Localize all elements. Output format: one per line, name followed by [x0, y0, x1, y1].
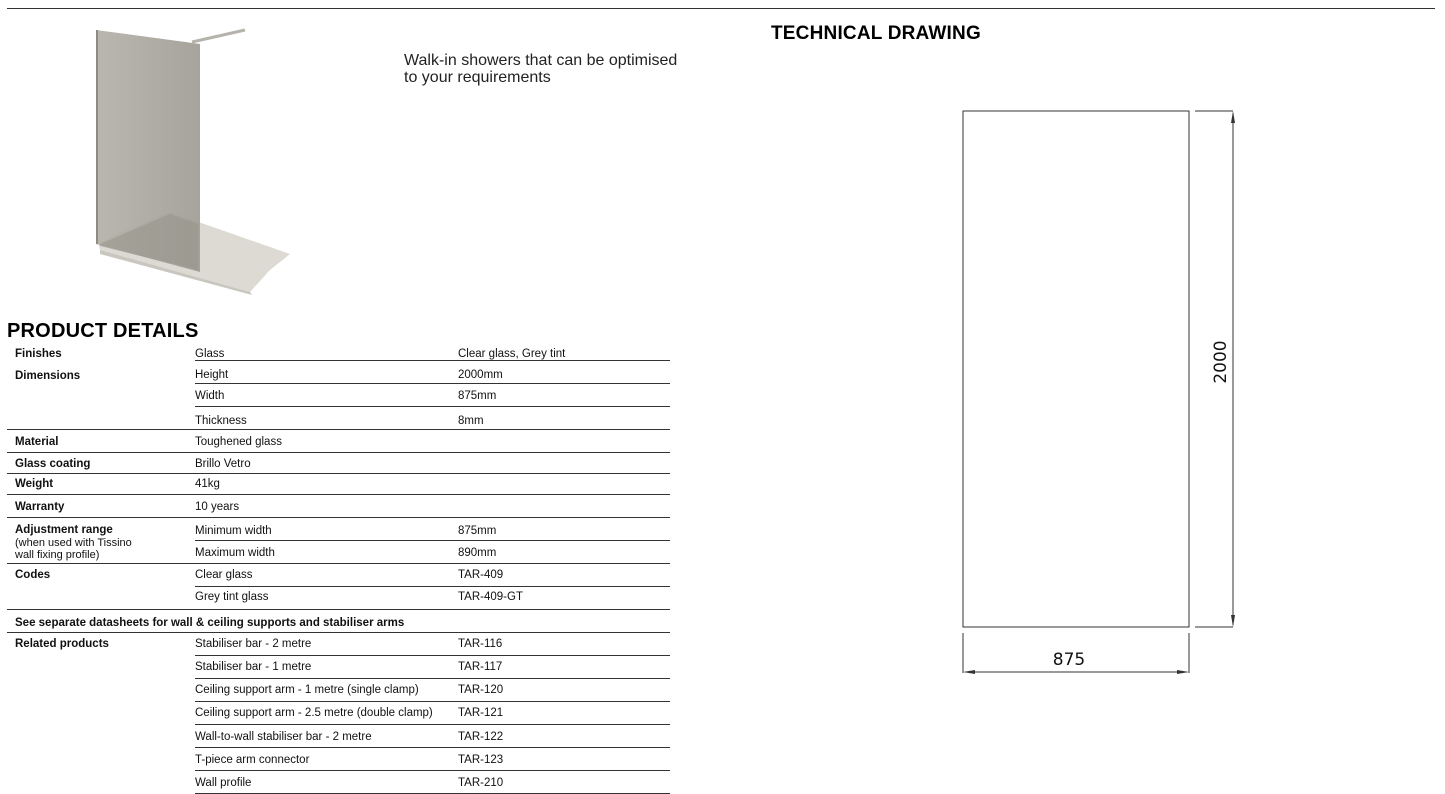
- table-row: [195, 771, 670, 794]
- glass-coating-row: [7, 453, 670, 474]
- table-row: [195, 656, 670, 679]
- table-row: [195, 679, 670, 702]
- material-value: Toughened glass: [195, 436, 282, 448]
- panel-outline: [963, 111, 1189, 627]
- top-rule: [7, 8, 1435, 9]
- table-row: [195, 564, 670, 587]
- material-row: [7, 430, 670, 453]
- row-name: Stabiliser bar - 1 metre: [195, 661, 312, 673]
- warranty-row: [7, 495, 670, 518]
- note-text: See separate datasheets for wall & ceiling supports and stabiliser arms: [15, 617, 405, 629]
- product-details-title: PRODUCT DETAILS: [7, 320, 199, 342]
- table-row: [195, 343, 670, 361]
- table-row: [195, 748, 670, 771]
- technical-drawing-title: TECHNICAL DRAWING: [771, 23, 981, 44]
- row-name: Thickness: [195, 415, 247, 427]
- separate-datasheets-note: [7, 610, 670, 633]
- width-label: 875: [1052, 650, 1086, 670]
- shower-screen-image: [80, 22, 300, 302]
- table-row: [195, 702, 670, 725]
- row-value: 875mm: [458, 525, 497, 537]
- row-value: 8mm: [458, 415, 484, 427]
- adjustment-range-label: [15, 524, 195, 562]
- table-row: [195, 633, 670, 656]
- weight-label: Weight: [15, 478, 54, 490]
- row-value: TAR-122: [458, 731, 504, 743]
- tagline: Walk-in showers that can be optimised to your requirements: [404, 52, 678, 86]
- dimensions-group: [7, 361, 670, 429]
- height-arrow-bottom: [1231, 615, 1235, 627]
- table-row: [195, 361, 670, 384]
- row-value: TAR-120: [458, 684, 504, 696]
- row-value: TAR-116: [458, 638, 503, 650]
- row-name: Height: [195, 369, 229, 381]
- row-value: 875mm: [458, 390, 497, 402]
- weight-row: [7, 474, 670, 495]
- row-name: Width: [195, 390, 225, 402]
- warranty-value: 10 years: [195, 501, 240, 513]
- row-value: TAR-123: [458, 754, 504, 766]
- row-value: 890mm: [458, 547, 497, 559]
- glass-coating-label: Glass coating: [15, 458, 91, 470]
- row-value: Clear glass, Grey tint: [458, 348, 566, 360]
- table-row: [195, 725, 670, 748]
- row-name: Ceiling support arm - 1 metre (single clamp): [195, 684, 419, 696]
- adjustment-range-note: wall fixing profile): [15, 549, 100, 561]
- row-value: TAR-409: [458, 569, 504, 581]
- material-label: Material: [15, 436, 59, 448]
- row-name: Grey tint glass: [195, 591, 269, 603]
- related-products-group: [7, 633, 670, 794]
- glass-coating-value: Brillo Vetro: [195, 458, 251, 470]
- width-arrow-left: [963, 670, 975, 674]
- row-name: Clear glass: [195, 569, 253, 581]
- product-details-table: [7, 343, 670, 794]
- row-name: Glass: [195, 348, 225, 360]
- adjustment-range-title: Adjustment range: [15, 524, 113, 536]
- finishes-label: Finishes: [15, 348, 62, 360]
- row-name: Stabiliser bar - 2 metre: [195, 638, 312, 650]
- codes-label: Codes: [15, 569, 51, 581]
- codes-group: [7, 564, 670, 610]
- weight-value: 41kg: [195, 478, 220, 490]
- row-name: T-piece arm connector: [195, 754, 310, 766]
- technical-drawing: [940, 100, 1260, 690]
- row-value: TAR-409-GT: [458, 591, 523, 603]
- related-products-label: Related products: [15, 638, 109, 650]
- row-name: Wall profile: [195, 777, 252, 789]
- row-value: TAR-121: [458, 707, 504, 719]
- row-name: Maximum width: [195, 547, 275, 559]
- row-name: Ceiling support arm - 2.5 metre (double clamp): [195, 707, 433, 719]
- table-row: [195, 587, 670, 609]
- table-row: [195, 384, 670, 407]
- warranty-label: Warranty: [15, 501, 65, 513]
- row-name: Minimum width: [195, 525, 272, 537]
- table-row: [195, 407, 670, 429]
- adjustment-range-group: [7, 518, 670, 564]
- table-row: [195, 518, 670, 541]
- height-arrow-top: [1231, 111, 1235, 123]
- finishes-group: [7, 343, 670, 361]
- table-row: [195, 541, 670, 563]
- adjustment-range-note: (when used with Tissino: [15, 536, 132, 549]
- dimensions-label: Dimensions: [15, 370, 81, 382]
- row-name: Wall-to-wall stabiliser bar - 2 metre: [195, 731, 372, 743]
- row-value: 2000mm: [458, 369, 503, 381]
- row-value: TAR-210: [458, 777, 504, 789]
- width-arrow-right: [1177, 670, 1189, 674]
- row-value: TAR-117: [458, 661, 503, 673]
- height-label: 2000: [1211, 340, 1231, 384]
